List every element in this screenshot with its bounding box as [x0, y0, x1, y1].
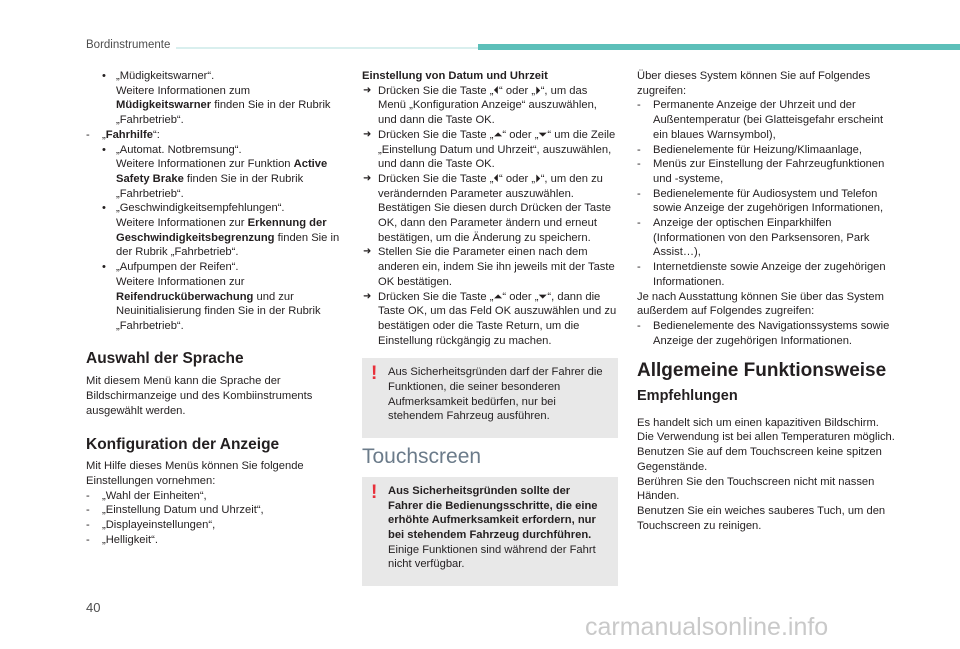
list-item: - Bedienelemente für Heizung/Klimaanlage,	[637, 143, 862, 156]
column-left	[86, 69, 348, 547]
list-item: - Bedienelemente des Navigationssystems sowie Anzeige der zugehörigen Informationen.	[637, 319, 890, 347]
arrow-icon: ➜	[363, 172, 372, 184]
step-item: ➜ Stellen Sie die Parameter einen nach dem anderen ein, indem Sie ihn jeweils mit der Taste OK bestätigen.	[363, 246, 615, 288]
dash-marker: -	[86, 128, 90, 141]
arrow-icon: ➜	[363, 84, 372, 96]
arrow-icon: ➜	[363, 246, 372, 258]
warning-icon: !	[371, 363, 378, 385]
list-item: - „Helligkeit“.	[86, 533, 158, 546]
heading-konfiguration: Konfiguration der Anzeige	[86, 436, 280, 454]
list-item: - Internetdienste sowie Anzeige der zugehörigen Informationen.	[637, 261, 886, 288]
bullet-icon: •	[102, 70, 106, 82]
heading-datum-uhrzeit: Einstellung von Datum und Uhrzeit	[362, 70, 548, 82]
section-title: Bordinstrumente	[86, 39, 176, 51]
list-item: • „Automat. Notbremsung“. Weitere Informationen zur Funktion Active Safety Brake finden Sie in der Rubrik „Fahrbetrieb“.	[102, 143, 328, 200]
heading-allgemeine-funktionsweise: Allgemeine Funktionsweise	[637, 360, 887, 382]
list-item: - „Wahl der Einheiten“,	[86, 489, 207, 502]
empfehlungen-text: Es handelt sich um einen kapazitiven Bildschirm. Die Verwendung ist bei allen Temperaturen möglich. Benutzen Sie auf dem Touchscreen keine spitzen Gegenstände. Berühren Sie den Touchscreen nicht mit nassen Händen. Benutzen Sie ein weiches sauberes Tuch, um den Touchscreen zu reinigen.	[637, 416, 895, 532]
step-item: ➜ Drücken Sie die Taste „⏶“ oder „⏷“, dann die Taste OK, um das Feld OK auszuwählen und zu bestätigen oder die Taste Return, um die Einstellung rückgängig zu machen.	[363, 290, 617, 347]
column-right	[637, 69, 899, 533]
page-number: 40	[86, 600, 101, 615]
heading-sprache: Auswahl der Sprache	[86, 349, 244, 367]
bullet-icon: •	[102, 143, 106, 156]
extra-text: Je nach Ausstattung können Sie über das System außerdem auf Folgendes zugreifen:	[637, 290, 884, 318]
intro-text: Über dieses System können Sie auf Folgendes zugreifen:	[637, 70, 871, 97]
list-item: • „Aufpumpen der Reifen“. Weitere Informationen zur Reifendrucküberwachung und zur Neuinitialisierung finden Sie in der Rubrik „Fahrbetrieb“.	[102, 261, 321, 332]
arrow-icon: ➜	[363, 290, 372, 302]
arrow-icon: ➜	[363, 128, 372, 140]
step-item: ➜ Drücken Sie die Taste „⏴“ oder „⏵“, um den zu verändernden Parameter auszuwählen. Bestätigen Sie diesen durch Drücken der Taste OK, dann den Parameter ändern und erneut bestätigen, um die Änderung zu speichern.	[363, 172, 612, 244]
list-item: - Bedienelemente für Audiosystem und Telefon sowie Anzeige der zugehörigen Informationen,	[637, 187, 884, 215]
step-item: ➜ Drücken Sie die Taste „⏶“ oder „⏷“ um die Zeile „Einstellung Datum und Uhrzeit“, auszuwählen, und dann die Taste OK.	[363, 128, 616, 171]
step-item: ➜ Drücken Sie die Taste „⏴“ oder „⏵“, um das Menü „Konfiguration Anzeige“ auszuwählen, und dann die Taste OK.	[363, 84, 597, 127]
watermark: carmanualsonline.info	[585, 613, 829, 641]
column-middle	[362, 69, 618, 586]
list-item: - Permanente Anzeige der Uhrzeit und der Außentemperatur (bei Glatteisgefahr erscheint ein blaues Warnsymbol),	[637, 99, 884, 141]
header-accent-bar	[478, 44, 960, 50]
warning-icon: !	[371, 481, 378, 503]
heading-touchscreen: Touchscreen	[362, 445, 482, 469]
bullet-icon: •	[102, 261, 106, 274]
list-item: • „Müdigkeitswarner“. Weitere Informationen zum Müdigkeitswarner finden Sie in der Rubrik „Fahrbetrieb“.	[102, 70, 331, 127]
bullet-icon: •	[102, 202, 106, 215]
list-item-fahrhilfe: - „Fahrhilfe“:	[86, 128, 160, 141]
list-item: - Menüs zur Einstellung der Fahrzeugfunktionen und -systeme,	[637, 158, 885, 185]
warning-box: ! Aus Sicherheitsgründen darf der Fahrer die Funktionen, die seiner besonderen Aufmerksamkeit bedürfen, nur bei stehendem Fahrzeug ausführen.	[362, 358, 618, 438]
list-item: - „Displayeinstellungen“,	[86, 518, 216, 531]
list-item: - „Einstellung Datum und Uhrzeit“,	[86, 504, 264, 517]
konfig-text: Mit Hilfe dieses Menüs können Sie folgende Einstellungen vornehmen:	[86, 460, 304, 487]
list-item: • „Geschwindigkeitsempfehlungen“. Weitere Informationen zur Erkennung der Geschwindigkeitsbegrenzung finden Sie in der Rubrik „Fahrbetrieb“.	[102, 202, 340, 259]
warning-box: ! Aus Sicherheitsgründen sollte der Fahrer die Bedienungsschritte, die eine erhöhte Aufmerksamkeit erfordern, nur bei stehendem Fahrzeug durchführen. Einige Funktionen sind während der Fahrt nicht verfügbar.	[362, 477, 618, 586]
heading-empfehlungen: Empfehlungen	[637, 388, 738, 405]
sprache-text: Mit diesem Menü kann die Sprache der Bildschirmanzeige und des Kombiinstruments ausgewählt werden.	[86, 375, 313, 417]
list-item: - Anzeige der optischen Einparkhilfen (Informationen von den Parksensoren, Park Assist…),	[637, 217, 870, 259]
